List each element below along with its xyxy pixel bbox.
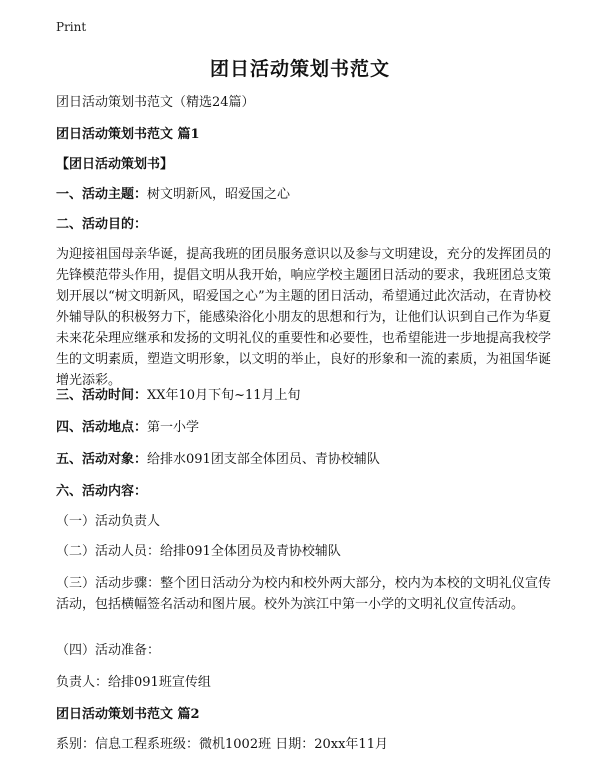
place-label: 四、活动地点： <box>56 420 148 435</box>
theme-value: 树文明新风，昭爱国之心 <box>147 187 291 202</box>
purpose-label: 二、活动目的： <box>56 217 148 232</box>
article1-heading: 团日活动策划书范文 篇1 <box>56 127 200 142</box>
time-value: XX年10月下旬~11月上旬 <box>147 388 301 403</box>
content-item-1: （一）活动负责人 <box>56 514 161 529</box>
target-row <box>56 451 556 469</box>
purpose-paragraph: 为迎接祖国母亲华诞，提高我班的团员服务意识以及参与文明建设，充分的发挥团员的先锋模范带头作用，提倡文明从我开始，响应学校主题团日活动的要求，我班团总支策划开展以“树文明新风，昭爱国之心”为主题的团日活动，希望通过此次活动，在青协校外辅导队的积极努力下，能感染浴化小朋友的思想和行为，让他们认识到自己作为华夏未来花朵理应继承和发扬的文明礼仪的重要性和必要性，也希望能进一步地提高我校学生的文明素质，塑造文明形象，以文明的举止，良好的形象和一流的素质，为祖国华诞增光添彩。 <box>56 247 551 388</box>
content-item-3: （三）活动步骤：整个团日活动分为校内和校外两大部分，校内为本校的文明礼仪宣传活动，包括横幅签名活动和图片展。校外为滨江中第一小学的文明礼仪宣传活动。 <box>56 576 551 612</box>
content-item-2: （二）活动人员：给排091全体团员及青协校辅队 <box>56 544 341 559</box>
target-value: 给排水091团支部全体团员、青协校辅队 <box>147 452 380 467</box>
theme-label: 一、活动主题： <box>56 187 148 202</box>
time-label: 三、活动时间： <box>56 388 148 403</box>
article2-info: 系别：信息工程系班级：微机1002班 日期：20xx年11月 <box>56 737 388 752</box>
article2-heading: 团日活动策划书范文 篇2 <box>56 707 200 722</box>
content-item-4: （四）活动准备： <box>56 643 161 658</box>
print-link[interactable]: Print <box>56 20 87 34</box>
page-title: 团日活动策划书范文 <box>209 58 390 80</box>
target-label: 五、活动对象： <box>56 452 148 467</box>
subtitle: 团日活动策划书范文（精选24篇） <box>56 95 255 110</box>
bracket-title: 【团日活动策划书】 <box>56 157 174 172</box>
time-row <box>56 387 556 405</box>
theme-row <box>56 186 556 204</box>
place-value: 第一小学 <box>147 420 200 435</box>
place-row <box>56 419 556 437</box>
content-label: 六、活动内容： <box>56 484 148 499</box>
responsible-line: 负责人：给排091班宣传组 <box>56 675 211 690</box>
